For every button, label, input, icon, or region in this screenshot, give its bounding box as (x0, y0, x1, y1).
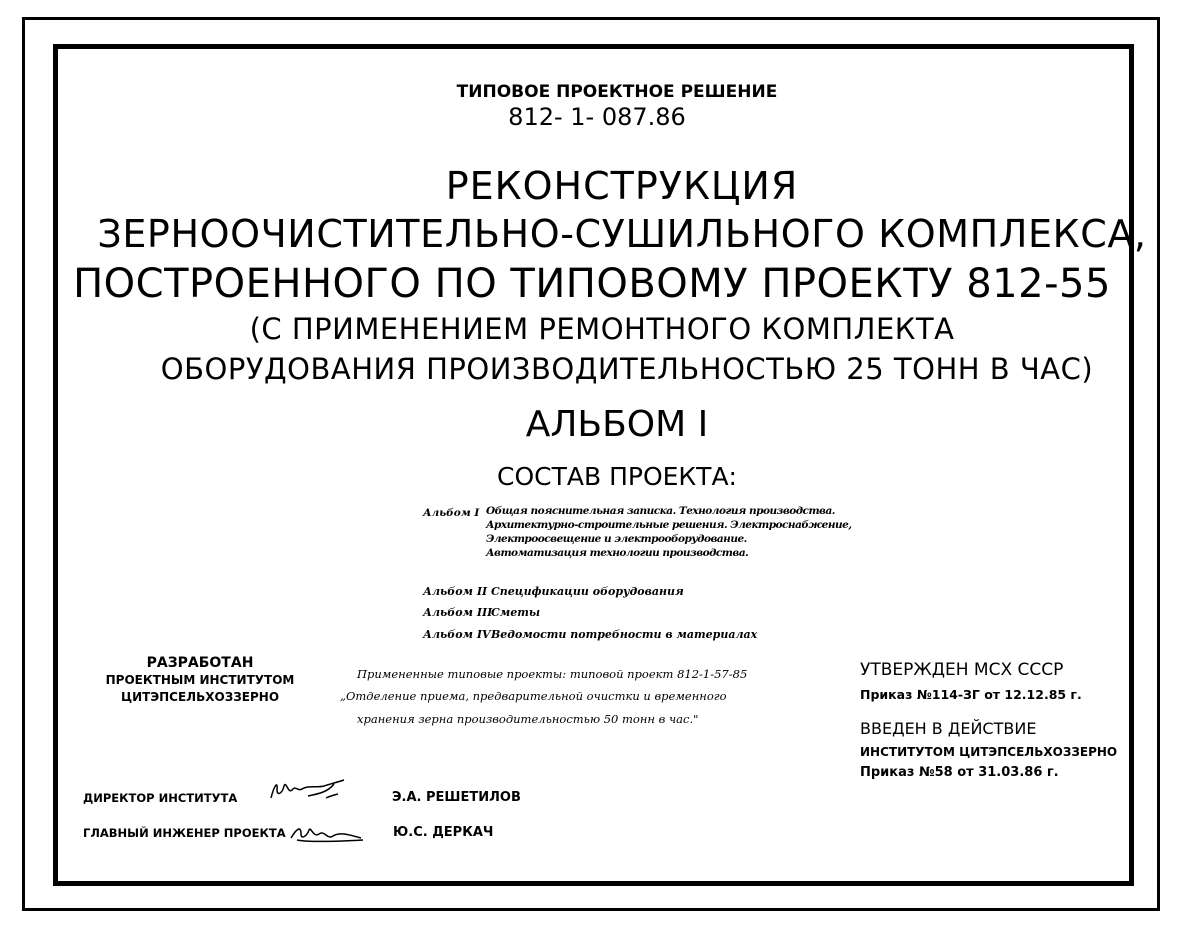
engineer-name: Ю.С. ДЕРКАЧ (393, 825, 494, 840)
doc-type: ТИПОВОЕ ПРОЕКТНОЕ РЕШЕНИЕ (456, 82, 778, 102)
album-1-label: Альбом I (423, 507, 480, 519)
doc-number: 812- 1- 087.86 (508, 103, 686, 131)
developer-line-2: ПРОЕКТНЫМ ИНСТИТУТОМ (105, 673, 295, 687)
approval-line-3: ВВЕДЕН В ДЕЙСТВИЕ (860, 719, 1037, 738)
album-title: АЛЬБОМ I (525, 404, 709, 445)
applied-line-1: Примененные типовые проекты: типовой проект 812-1-57-85 (357, 667, 748, 681)
album-4-text: Ведомости потребности в материалах (491, 628, 758, 641)
title-line-4: (С ПРИМЕНЕНИЕМ РЕМОНТНОГО КОМПЛЕКТА (249, 312, 955, 346)
developer-line-3: ЦИТЭПСЕЛЬХОЗЗЕРНО (120, 690, 280, 704)
approval-line-2: Приказ №114-ЗГ от 12.12.85 г. (860, 687, 1082, 702)
engineer-label: ГЛАВНЫЙ ИНЖЕНЕР ПРОЕКТА (83, 826, 286, 840)
developer-line-1: РАЗРАБОТАН (146, 655, 254, 671)
album-1-line-4: Автоматизация технологии производства. (486, 547, 749, 559)
director-label: ДИРЕКТОР ИНСТИТУТА (83, 791, 238, 805)
approval-line-4: ИНСТИТУТОМ ЦИТЭПСЕЛЬХОЗЗЕРНО (860, 745, 1118, 759)
album-1-line-2: Архитектурно-строительные решения. Электроснабжение, (486, 519, 852, 531)
approval-line-1: УТВЕРЖДЕН МСХ СССР (860, 660, 1064, 680)
director-name: Э.А. РЕШЕТИЛОВ (392, 790, 521, 805)
engineer-signature (287, 820, 367, 846)
album-1-line-1: Общая пояснительная записка. Технология производства. (486, 505, 835, 517)
applied-line-2: „Отделение приема, предварительной очистки и временного (340, 689, 727, 703)
applied-line-3: хранения зерна производительностью 50 тонн в час." (357, 712, 699, 726)
album-3-text: Сметы (491, 606, 541, 619)
album-4-label: Альбом IV (423, 628, 491, 641)
director-signature (268, 776, 348, 804)
approval-line-5: Приказ №58 от 31.03.86 г. (860, 765, 1059, 780)
album-1-line-3: Электроосвещение и электрооборудование. (486, 533, 747, 545)
title-line-5: ОБОРУДОВАНИЯ ПРОИЗВОДИТЕЛЬНОСТЬЮ 25 ТОНН В ЧАС) (160, 352, 1094, 386)
title-line-3: ПОСТРОЕННОГО ПО ТИПОВОМУ ПРОЕКТУ 812-55 (73, 261, 1111, 307)
title-line-1: РЕКОНСТРУКЦИЯ (445, 164, 799, 208)
album-2-text: Спецификации оборудования (491, 585, 684, 598)
contents-heading: СОСТАВ ПРОЕКТА: (497, 462, 737, 491)
album-2-label: Альбом II (423, 585, 488, 598)
title-line-2: ЗЕРНООЧИСТИТЕЛЬНО-СУШИЛЬНОГО КОМПЛЕКСА, (97, 212, 1147, 256)
album-3-label: Альбом III (423, 606, 493, 619)
